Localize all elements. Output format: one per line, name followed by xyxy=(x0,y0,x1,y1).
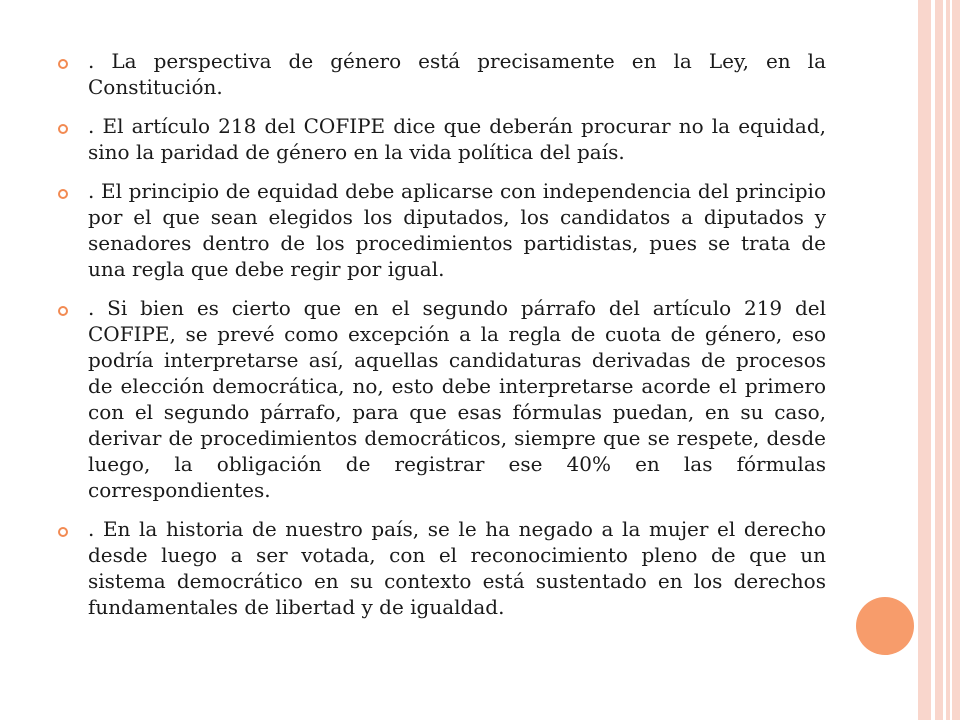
decorative-right-band xyxy=(918,0,960,720)
bullet-text: . El principio de equidad debe aplicarse con independencia del principio por el que sean elegidos los diputados, los candidatos a diputados y senadores dentro de los procedimientos partidistas, pues se trata de una regla que debe regir por igual. xyxy=(88,179,826,281)
circle-bullet-icon xyxy=(58,189,68,199)
bullet-text: . La perspectiva de género está precisamente en la Ley, en la Constitución. xyxy=(88,49,826,99)
bullet-item xyxy=(58,295,826,503)
circle-bullet-icon xyxy=(58,59,68,69)
bullet-item xyxy=(58,516,826,620)
decorative-stripe xyxy=(931,0,935,720)
bullet-list xyxy=(58,48,826,633)
decorative-stripe xyxy=(943,0,946,720)
circle-bullet-icon xyxy=(58,124,68,134)
bullet-text: . El artículo 218 del COFIPE dice que deberán procurar no la equidad, sino la paridad de género en la vida política del país. xyxy=(88,114,826,164)
bullet-item xyxy=(58,113,826,165)
circle-bullet-icon xyxy=(58,527,68,537)
bullet-item xyxy=(58,178,826,282)
bullet-text: . Si bien es cierto que en el segundo párrafo del artículo 219 del COFIPE, se prevé como excepción a la regla de cuota de género, eso podría interpretarse así, aquellas candidaturas derivadas de procesos de elección democrática, no, esto debe interpretarse acorde el primero con el segundo párrafo, para que esas fórmulas puedan, en su caso, derivar de procedimientos democráticos, siempre que se respete, desde luego, la obligación de registrar ese 40% en las fórmulas correspondientes. xyxy=(88,296,826,502)
bullet-item xyxy=(58,48,826,100)
circle-bullet-icon xyxy=(58,306,68,316)
decorative-stripe xyxy=(950,0,952,720)
decorative-accent-circle xyxy=(856,597,914,655)
bullet-text: . En la historia de nuestro país, se le ha negado a la mujer el derecho desde luego a ser votada, con el reconocimiento pleno de que un sistema democrático en su contexto está sustentado en los derechos fundamentales de libertad y de igualdad. xyxy=(88,517,826,619)
